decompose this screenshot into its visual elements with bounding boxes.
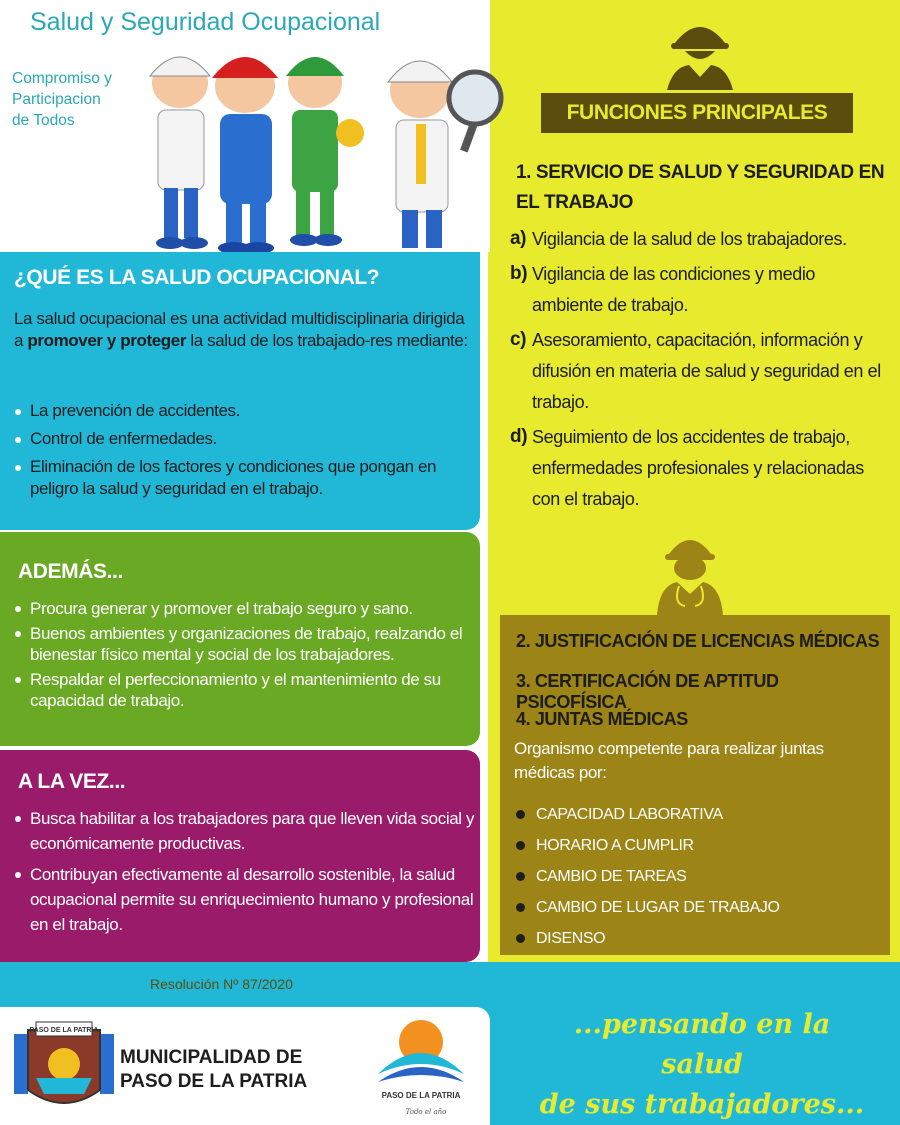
list-item: La prevención de accidentes.	[14, 400, 476, 422]
what-is-list	[14, 400, 476, 506]
what-is-paragraph: La salud ocupacional es una actividad multidisciplinaria dirigida a promover y proteger la salud de los trabajado-res mediante:	[14, 309, 468, 350]
section-3-title: 3. CERTIFICACIÓN DE APTITUD PSICOFÍSICA	[516, 671, 779, 712]
a-la-vez-list	[14, 806, 476, 943]
what-is-heading: ¿QUÉ ES LA SALUD OCUPACIONAL?	[14, 266, 380, 289]
paso-de-la-patria-logo	[368, 1012, 474, 1120]
ademas-list	[14, 598, 476, 715]
item-letter: b)	[510, 263, 528, 284]
municipal-shield-logo	[14, 1020, 114, 1116]
logo-text: PASO DE LA PATRIA	[381, 1091, 461, 1100]
list-item: HORARIO A CUMPLIR	[514, 830, 780, 861]
section-1-title: 1. SERVICIO DE SALUD Y SEGURIDAD EN EL TRABAJO	[516, 162, 885, 213]
doctor-worker-icon	[150, 57, 210, 249]
slogan: ...pensando en la salud de sus trabajadores...	[539, 1009, 865, 1120]
doctor-icon	[655, 528, 725, 616]
section-2-title: 2. JUSTIFICACIÓN DE LICENCIAS MÉDICAS	[516, 631, 880, 651]
inspector-worker-icon	[388, 61, 501, 248]
function-item	[510, 224, 890, 255]
hardhat-worker-icon	[665, 15, 735, 90]
function-item	[510, 259, 890, 321]
a-la-vez-panel	[0, 750, 480, 962]
function-item	[510, 325, 890, 418]
header-subtitle: Compromiso y Participacion de Todos	[12, 70, 112, 129]
list-item: Respaldar el perfeccionamiento y el mantenimiento de su capacidad de trabajo.	[14, 669, 476, 711]
item-letter: d)	[510, 426, 528, 447]
list-item: Eliminación de los factores y condiciones que pongan en peligro la salud y seguridad en el trabajo.	[14, 456, 476, 500]
page-title: Salud y Seguridad Ocupacional	[30, 8, 381, 36]
medical-functions-panel	[500, 615, 890, 955]
item-text: Vigilancia de la salud de los trabajadores.	[532, 229, 847, 249]
item-text: Vigilancia de las condiciones y medio ambiente de trabajo.	[532, 264, 816, 315]
function-item	[510, 422, 890, 515]
shield-text: PASO DE LA PATRIA	[29, 1027, 99, 1034]
list-item: Busca habilitar a los trabajadores para que lleven vida social y económicamente productivas.	[14, 806, 476, 856]
list-item: DISENSO	[514, 923, 780, 954]
list-item: Control de enfermedades.	[14, 428, 476, 450]
section-4-list	[514, 799, 780, 954]
resolution-label: Resolución Nº 87/2020	[150, 976, 293, 992]
blue-overall-worker-icon	[212, 57, 278, 254]
item-letter: c)	[510, 329, 527, 350]
a-la-vez-heading: A LA VEZ...	[18, 770, 126, 793]
list-item: Procura generar y promover el trabajo seguro y sano.	[14, 598, 476, 619]
section-1	[510, 158, 890, 515]
item-text: Seguimiento de los accidentes de trabajo, enfermedades profesionales y relacionadas con el trabajo.	[532, 427, 864, 509]
green-worker-icon	[286, 57, 364, 246]
functions-banner: FUNCIONES PRINCIPALES	[541, 93, 853, 133]
what-is-panel	[0, 252, 480, 530]
list-item: Buenos ambientes y organizaciones de trabajo, realzando el bienestar físico mental y social de los trabajadores.	[14, 623, 476, 665]
logo-tagline: Todo el año	[405, 1108, 447, 1116]
list-item: CAMBIO DE LUGAR DE TRABAJO	[514, 892, 780, 923]
section-4-title: 4. JUNTAS MÉDICAS	[516, 709, 688, 729]
municipality-name: MUNICIPALIDAD DE PASO DE LA PATRIA	[120, 1047, 308, 1092]
workers-illustration	[120, 38, 510, 258]
list-item: Contribuyan efectivamente al desarrollo sostenible, la salud ocupacional permite su enriquecimiento humano y profesional en el trabajo.	[14, 862, 476, 937]
list-item: CAPACIDAD LABORATIVA	[514, 799, 780, 830]
list-item: CAMBIO DE TAREAS	[514, 861, 780, 892]
item-text: Asesoramiento, capacitación, información y difusión en materia de salud y seguridad en el trabajo.	[532, 330, 881, 412]
item-letter: a)	[510, 228, 527, 249]
ademas-heading: ADEMÁS...	[18, 560, 123, 583]
section-4-lead: Organismo competente para realizar juntas médicas por:	[514, 739, 824, 782]
ademas-panel	[0, 532, 480, 746]
